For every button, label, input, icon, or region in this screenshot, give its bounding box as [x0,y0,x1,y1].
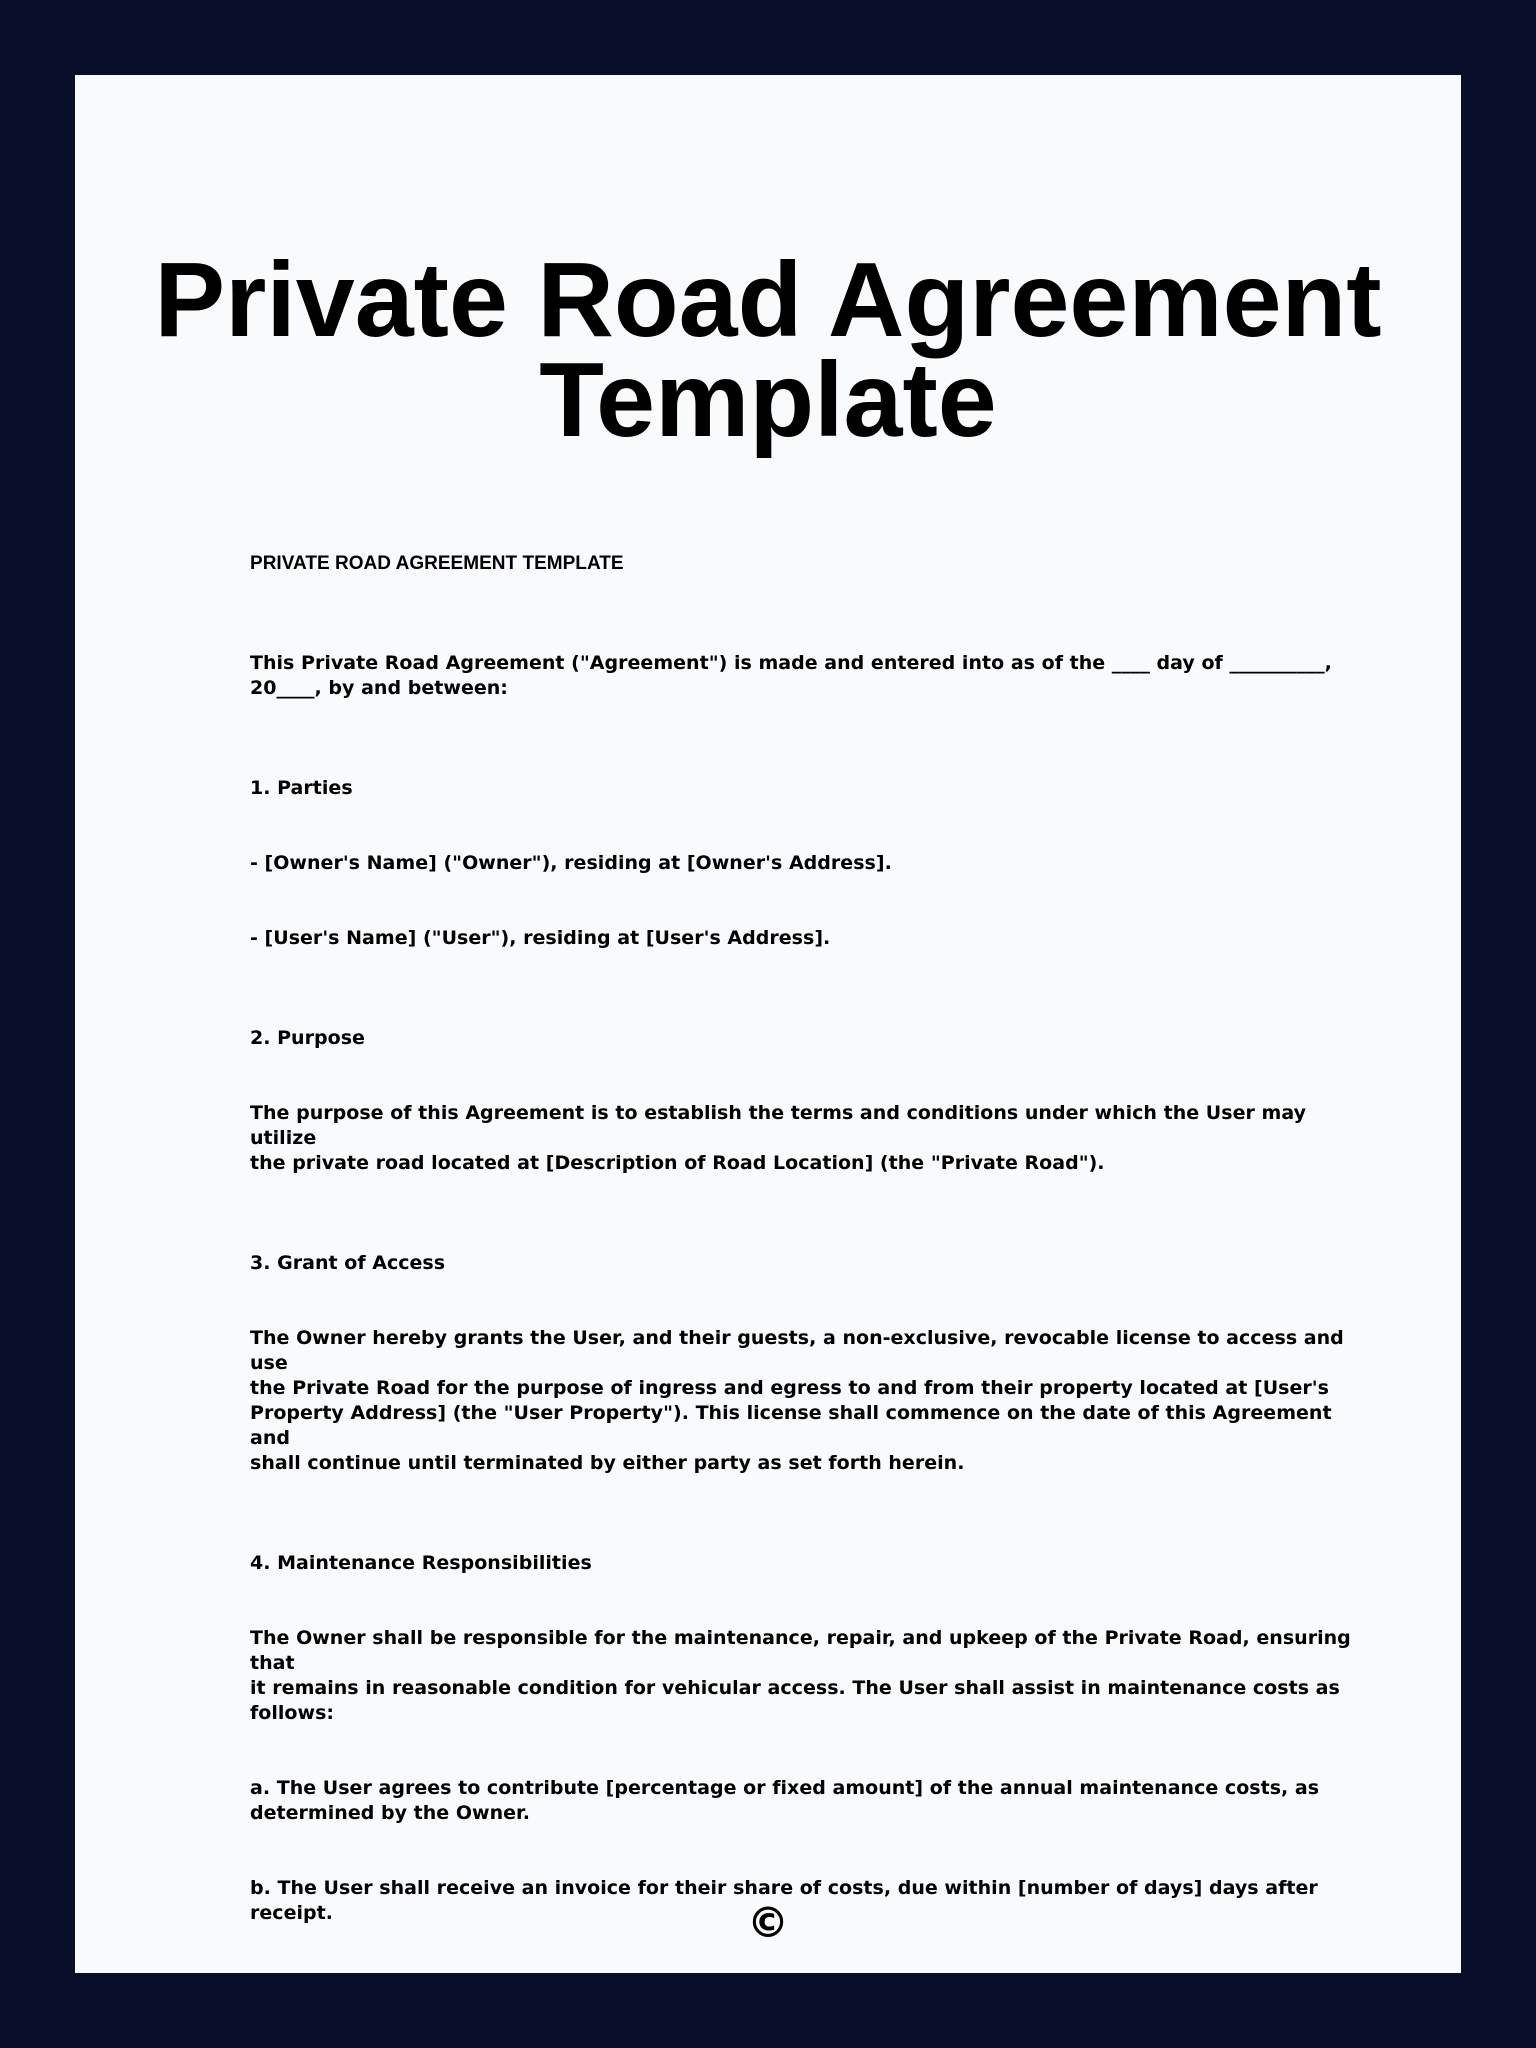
maintenance-paragraph: The Owner shall be responsible for the maintenance, repair, and upkeep of the Private Road, ensuring that it remains in reasonable condition for vehicular access. The User shall assist in maintenance costs as follows: [250,1627,1351,1724]
party-user: - [User's Name] ("User"), residing at [User's Address]. [250,927,831,949]
section-heading-parties: 1. Parties [250,777,353,799]
purpose-paragraph: The purpose of this Agreement is to establish the terms and conditions under which the User may utilize the private road located at [Description of Road Location] (the "Private Road"). [250,1102,1306,1174]
document-title [75,241,1461,459]
party-owner: - [Owner's Name] ("Owner"), residing at [Owner's Address]. [250,852,892,874]
grant-paragraph: The Owner hereby grants the User, and their guests, a non-exclusive, revocable license to access and use the Private Road for the purpose of ingress and egress to and from their property located at [User's Property Address] (the "User Property"). This license shall commence on the date of this Agreement and shall continue until terminated by either party as set forth herein. [250,1327,1344,1474]
intro-paragraph: This Private Road Agreement ("Agreement") is made and entered into as of the ____ day of __________, 20____, by and between: [250,652,1332,699]
section-heading-maintenance: 4. Maintenance Responsibilities [250,1552,592,1574]
document-body [250,551,1370,1926]
copyright-icon: © [747,1898,789,1947]
maintenance-item-b: b. The User shall receive an invoice for their share of costs, due within [number of days] days after receipt. [250,1877,1318,1924]
title-line-1: Private Road Agreement [154,241,1382,359]
section-heading-purpose: 2. Purpose [250,1027,365,1049]
maintenance-item-a: a. The User agrees to contribute [percentage or fixed amount] of the annual maintenance costs, as determined by the Owner. [250,1777,1320,1824]
document-heading: PRIVATE ROAD AGREEMENT TEMPLATE [250,553,624,574]
document-page [75,75,1461,1973]
title-line-2: Template [539,341,997,459]
section-heading-grant: 3. Grant of Access [250,1252,446,1274]
